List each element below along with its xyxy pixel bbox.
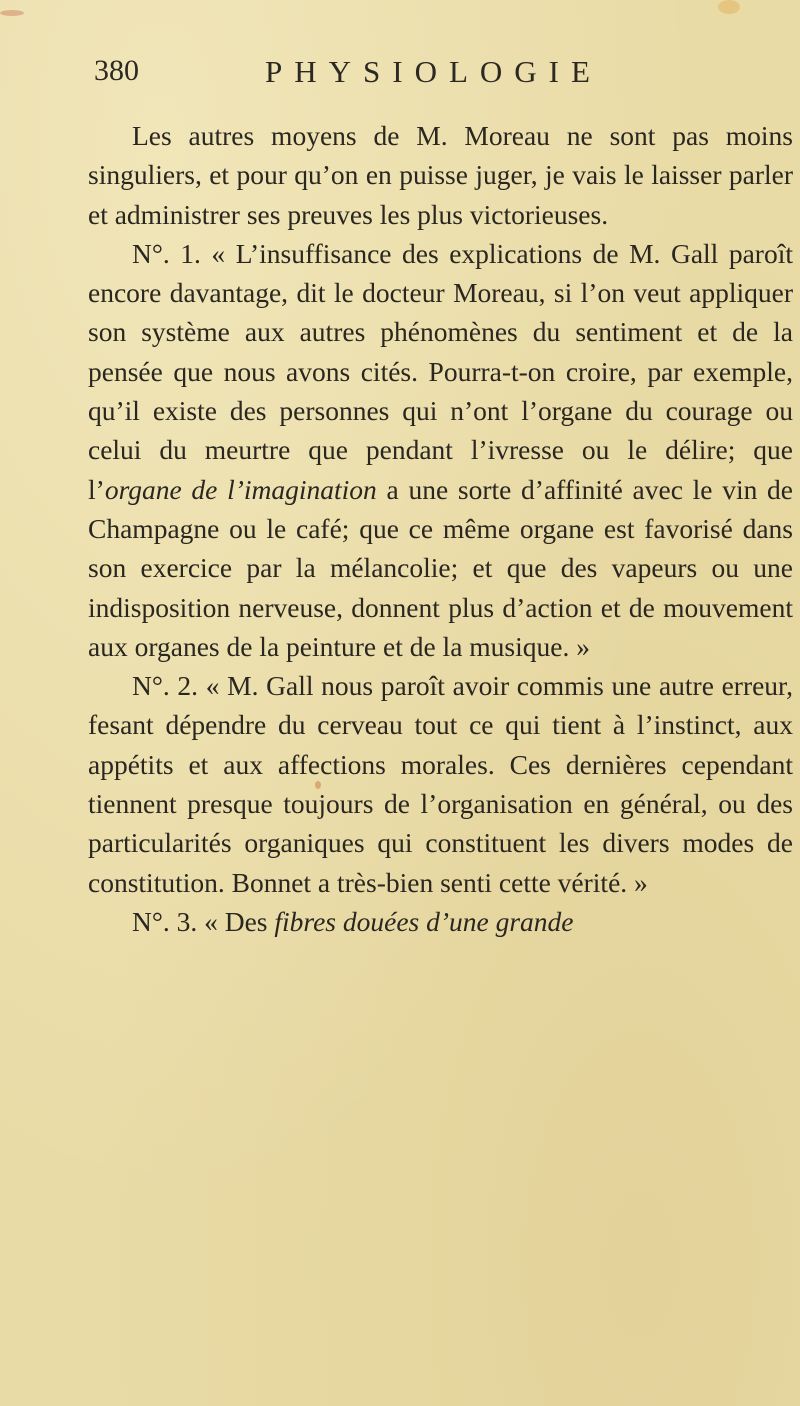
- paragraph-no3: [88, 902, 793, 941]
- italic-phrase: organe de l’imagination: [104, 473, 377, 505]
- book-page: [88, 52, 793, 941]
- paragraph-no2: [88, 666, 793, 902]
- running-head: [88, 52, 793, 116]
- paper-stain: [0, 10, 24, 16]
- paragraph-text: a une sorte d’affinité avec le vin de Champagne ou le café; que ce même organe est favorisé dans son exercice par la mélancolie; et que des vapeurs ou une indisposition nerveuse, donnent plus d’action et de mouvement aux organes de la peinture et de la musique. »: [88, 473, 793, 662]
- paragraph-text: N°. 2. « M. Gall nous paroît avoir commis une autre erreur, fesant dépendre du cerveau tout ce qui tient à l’instinct, aux appétits et aux affections morales. Ces dernières cependant tiennent presque toujours de l’organisation en général, ou des particularités organiques qui constituent les divers modes de constitution. Bonnet a très-bien senti cette vérité. »: [88, 670, 793, 898]
- running-title: PHYSIOLOGIE: [265, 54, 602, 89]
- paper-stain: [718, 0, 740, 14]
- paragraph-intro: [88, 116, 793, 234]
- paragraph-text: Les autres moyens de M. Moreau ne sont pas moins singuliers, et pour qu’on en puisse juger, je vais le laisser parler et administrer ses preuves les plus victorieuses.: [88, 120, 793, 230]
- italic-phrase: fibres douées d’une grande: [274, 905, 574, 937]
- paragraph-text: N°. 1. « L’insuffisance des explications de M. Gall paroît encore davantage, dit le docteur Moreau, si l’on veut appliquer son système aux autres phénomènes du sentiment et de la pensée que nous avons cités. Pourra-t-on croire, par exemple, qu’il existe des personnes qui n’ont l’organe du courage ou celui du meurtre que pendant l’ivresse ou le délire; que l’: [88, 237, 793, 505]
- body-text: [88, 116, 793, 941]
- paragraph-text: N°. 3. « Des: [132, 905, 275, 937]
- paragraph-no1: [88, 234, 793, 666]
- page-number: 380: [94, 54, 139, 87]
